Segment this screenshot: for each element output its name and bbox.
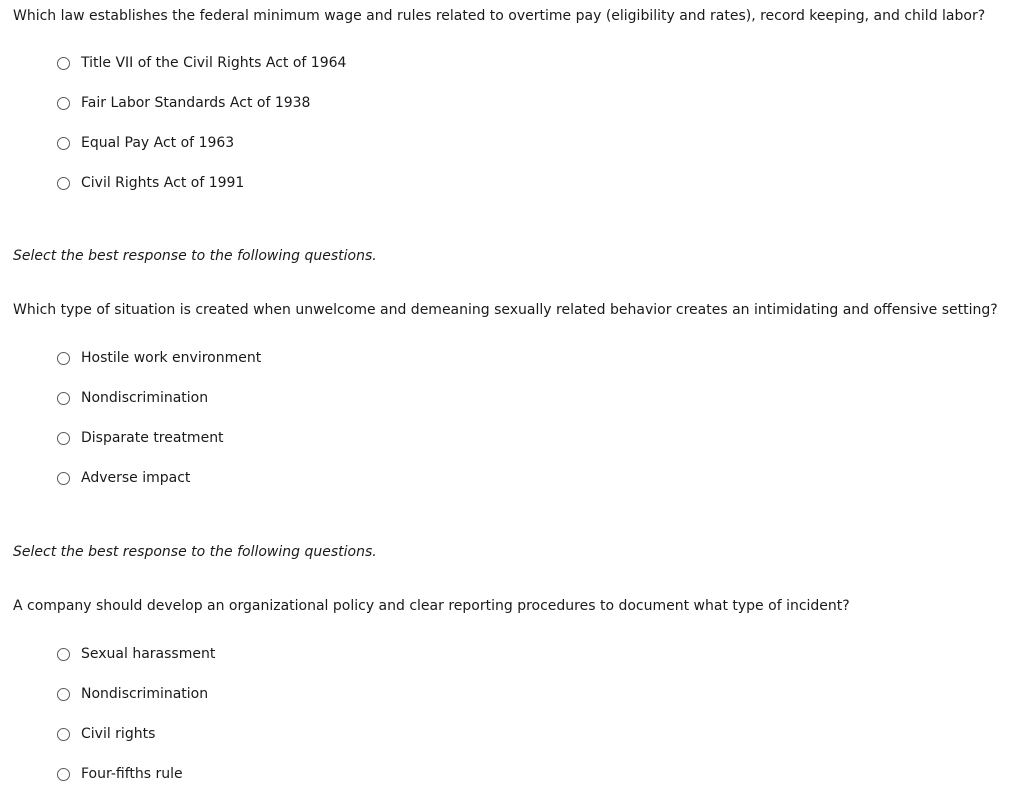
q1-option-3[interactable] [57,133,346,153]
radio-button[interactable] [57,392,70,405]
q3-option-3[interactable] [57,724,215,744]
radio-button[interactable] [57,648,70,661]
question-2-text: Which type of situation is created when unwelcome and demeaning sexually related behavior creates an intimidating and offensive setting? [13,302,998,318]
q2-option-1[interactable] [57,348,261,368]
q1-option-1-label[interactable]: Title VII of the Civil Rights Act of 1964 [81,55,347,71]
radio-button[interactable] [57,352,70,365]
radio-button[interactable] [57,97,70,110]
q1-option-3-label[interactable]: Equal Pay Act of 1963 [81,135,235,151]
q3-option-2[interactable] [57,684,215,704]
question-3-instruction: Select the best response to the following questions. [13,544,377,560]
question-1-options [57,53,346,213]
question-2-instruction: Select the best response to the following questions. [13,248,377,264]
q2-option-1-label[interactable]: Hostile work environment [81,350,262,366]
radio-button[interactable] [57,137,70,150]
question-3-options [57,644,215,804]
q2-option-4[interactable] [57,468,261,488]
q3-option-1[interactable] [57,644,215,664]
question-3-text: A company should develop an organizational policy and clear reporting procedures to document what type of incident? [13,598,850,614]
q1-option-2[interactable] [57,93,346,113]
q3-option-4[interactable] [57,764,215,784]
q1-option-1[interactable] [57,53,346,73]
q1-option-4[interactable] [57,173,346,193]
q1-option-4-label[interactable]: Civil Rights Act of 1991 [81,175,245,191]
q2-option-4-label[interactable]: Adverse impact [81,470,191,486]
radio-button[interactable] [57,768,70,781]
q2-option-3[interactable] [57,428,261,448]
question-1-text: Which law establishes the federal minimum wage and rules related to overtime pay (eligibility and rates), record keeping, and child labor? [13,8,986,24]
q3-option-4-label[interactable]: Four-fifths rule [81,766,183,782]
q3-option-2-label[interactable]: Nondiscrimination [81,686,209,702]
q2-option-3-label[interactable]: Disparate treatment [81,430,224,446]
question-2-options [57,348,261,508]
radio-button[interactable] [57,728,70,741]
q2-option-2[interactable] [57,388,261,408]
radio-button[interactable] [57,472,70,485]
radio-button[interactable] [57,57,70,70]
q2-option-2-label[interactable]: Nondiscrimination [81,390,209,406]
q3-option-3-label[interactable]: Civil rights [81,726,156,742]
q3-option-1-label[interactable]: Sexual harassment [81,646,216,662]
q1-option-2-label[interactable]: Fair Labor Standards Act of 1938 [81,95,311,111]
radio-button[interactable] [57,177,70,190]
radio-button[interactable] [57,432,70,445]
radio-button[interactable] [57,688,70,701]
